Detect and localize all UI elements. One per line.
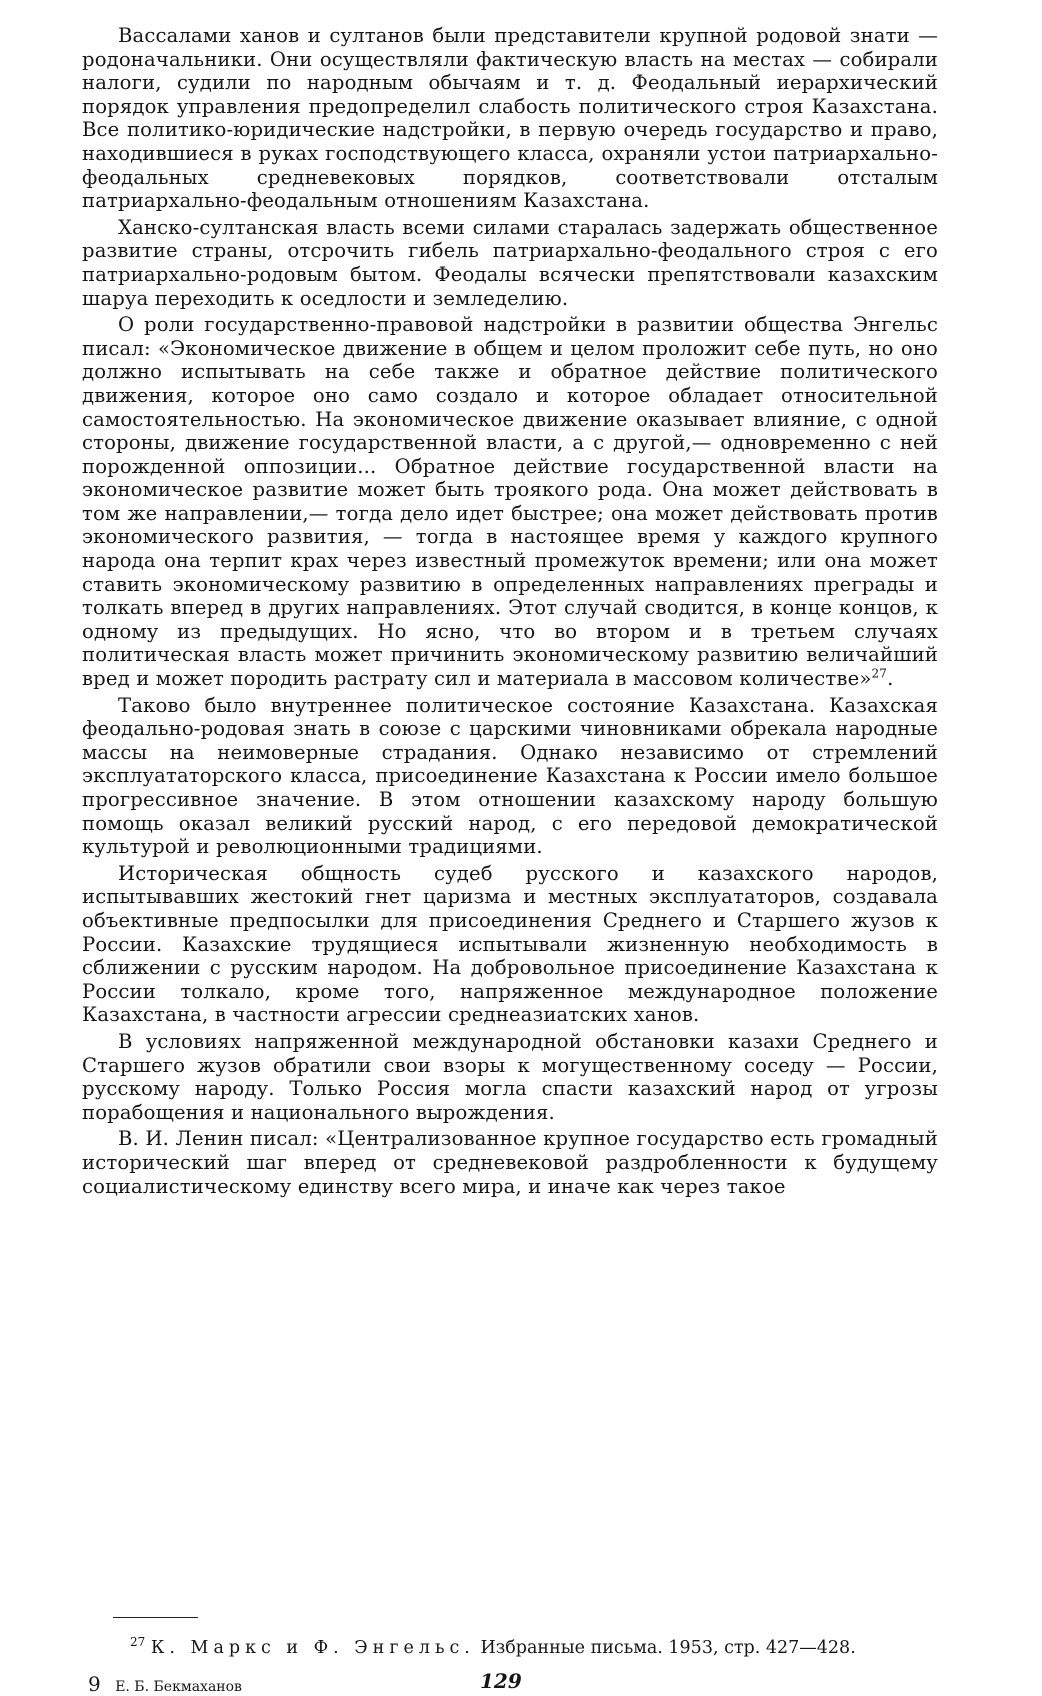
- paragraph-4: Таково было внутреннее политическое состояние Казахстана. Казахская феодально-родовая знать в союзе с царскими чиновниками обрекала народные массы на неимоверные страдания. Однако независимо от стремлений эксплуататорского класса, присоединение Казахстана к России имело большое прогрессивное значение. В этом отношении казахскому народу большую помощь оказал великий русский народ, с его передовой демократической культурой и революционными традициями.: [82, 693, 938, 859]
- page-number: 129: [480, 1669, 522, 1693]
- footnote-text: Избранные письма. 1953, стр. 427—428.: [480, 1638, 856, 1658]
- signature-sheet-number: 9: [88, 1672, 101, 1696]
- footnote: [130, 1635, 930, 1658]
- paragraph-6: В условиях напряженной международной обстановки казахи Среднего и Старшего жузов обратили свои взоры к могущественному соседу — России, русскому народу. Только Россия могла спасти казахский народ от угрозы порабощения и национального вырождения.: [82, 1029, 938, 1124]
- paragraph-2: Ханско-султанская власть всеми силами старалась задержать общественное развитие страны, отсрочить гибель патриархально-феодального строя с его патриархально-родовым бытом. Феодалы всячески препятствовали казахским шаруа переходить к оседлости и земледелию.: [82, 215, 938, 310]
- paragraph-5: Историческая общность судеб русского и казахского народов, испытывавших жестокий гнет царизма и местных эксплуататоров, создавала объективные предпосылки для присоединения Среднего и Старшего жузов к России. Казахские трудящиеся испытывали жизненную необходимость в сближении с русским народом. На добровольное присоединение Казахстана к России толкало, кроме того, напряженное международное положение Казахстана, в частности агрессии среднеазиатских ханов.: [82, 861, 938, 1027]
- main-text: [82, 24, 938, 1198]
- paragraph-7: В. И. Ленин писал: «Централизованное крупное государство есть громадный исторический шаг вперед от средневековой раздробленности к будущему социалистическому единству всего мира, и иначе как через такое: [82, 1127, 938, 1198]
- footnote-author: К. Маркс и Ф. Энгельс.: [150, 1638, 475, 1658]
- page-body: [82, 24, 938, 1198]
- footnote-ref: 27: [871, 666, 888, 681]
- printer-signature: [88, 1672, 242, 1696]
- footnote-number: 27: [130, 1635, 146, 1650]
- paragraph-1: Вассалами ханов и султанов были представители крупной родовой знати — родоначальники. Они осуществляли фактическую власть на местах — собирали налоги, судили по народным обычаям и т. д. Феодальный иерархический порядок управления предопределил слабость политического строя Казахстана. Все политико-юридические надстройки, в первую очередь государство и право, находившиеся в руках господствующего класса, охраняли устои патриархально-феодальных средневековых порядков, соответствовали отсталым патриархально-феодальным отношениям Казахстана.: [82, 24, 938, 213]
- paragraph-3: [82, 313, 938, 691]
- signature-author: Е. Б. Бекмаханов: [115, 1679, 242, 1695]
- footnote-divider: [113, 1617, 198, 1618]
- paragraph-3-text: О роли государственно-правовой надстройки в развитии общества Энгельс писал: «Экономическое движение в общем и целом проложит себе путь, но оно должно испытывать на себе также и обратное действие политического движения, которое оно само создало и которое обладает относительной самостоятельностью. На экономическое движение оказывает влияние, с одной стороны, движение государственной власти, а с другой,— одновременно с ней порожденной оппозиции... Обратное действие государственной власти на экономическое развитие может быть троякого рода. Она может действовать в том же направлении,— тогда дело идет быстрее; она может действовать против экономического развития, — тогда в настоящее время у каждого крупного народа она терпит крах через известный промежуток времени; или она может ставить экономическому развитию в определенных направлениях преграды и толкать вперед в других направлениях. Этот случай сводится, в конце концов, к одному из предыдущих. Но ясно, что во втором и в третьем случаях политическая власть может причинить экономическому развитию величайший вред и может породить растрату сил и материала в массовом количестве»: [82, 313, 938, 691]
- paragraph-3-tail: .: [887, 667, 894, 691]
